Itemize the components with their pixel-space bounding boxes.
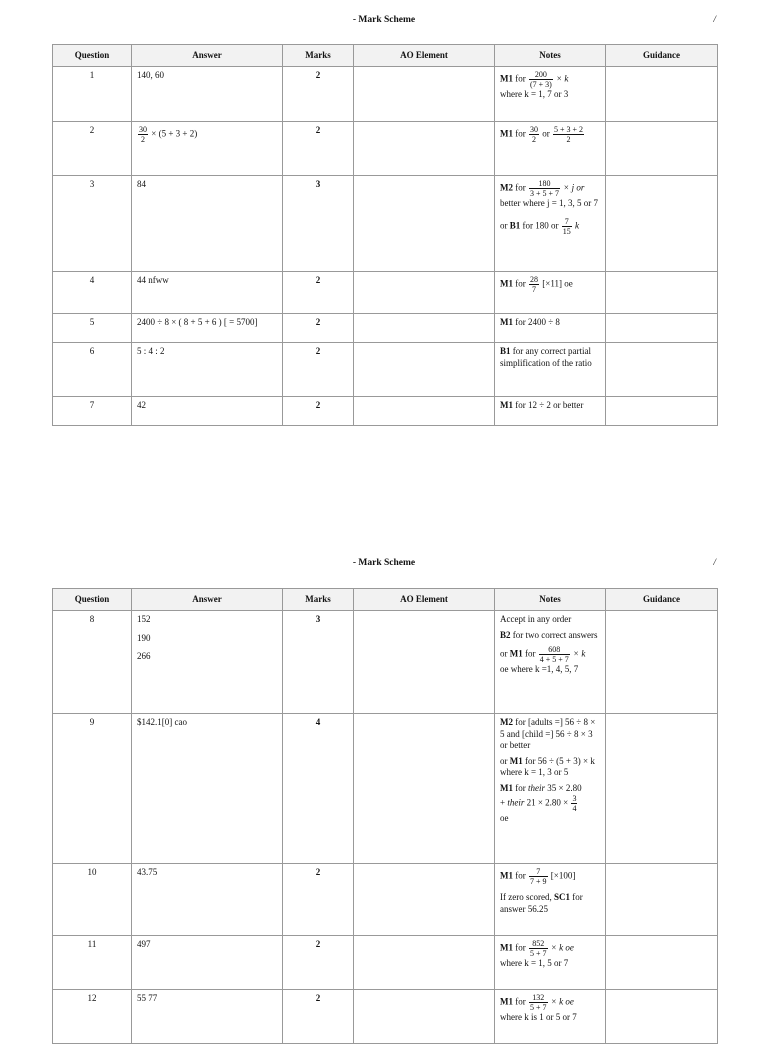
fraction: $\frac{30}{2}$ bbox=[530, 125, 538, 144]
col-marks: Marks bbox=[283, 45, 354, 67]
page-title: - Mark Scheme bbox=[352, 558, 416, 568]
guidance-cell bbox=[606, 936, 718, 990]
ao-element-cell bbox=[354, 343, 495, 397]
fraction: $\frac{30}{2}$ bbox=[139, 125, 147, 144]
guidance-cell bbox=[606, 343, 718, 397]
question-number: 9 bbox=[53, 714, 132, 864]
marks-cell: 4 bbox=[283, 714, 354, 864]
table-row bbox=[53, 936, 718, 990]
table-row bbox=[53, 397, 718, 426]
notes-cell: M1 for 12 ÷ 2 or better bbox=[495, 397, 606, 426]
ao-element-cell bbox=[354, 990, 495, 1044]
notes-cell: M1 for $\frac{852}{5 + 7}$ × k oe where k = 1, 5 or 7 bbox=[495, 936, 606, 990]
question-number: 5 bbox=[53, 314, 132, 343]
marks-cell: 2 bbox=[283, 122, 354, 176]
marks-cell: 3 bbox=[283, 611, 354, 714]
marks-cell: 2 bbox=[283, 343, 354, 397]
answer-cell: 497 bbox=[132, 936, 283, 990]
notes-cell: M1 for $\frac{30}{2}$ or $\frac{5 + 3 + 2}{2}$ bbox=[495, 122, 606, 176]
guidance-cell bbox=[606, 314, 718, 343]
table-header-row bbox=[53, 45, 718, 67]
ao-element-cell bbox=[354, 936, 495, 990]
fraction: $\frac{132}{5 + 7}$ bbox=[530, 993, 547, 1012]
fraction: $\frac{3}{4}$ bbox=[572, 794, 577, 813]
answer-cell: 140, 60 bbox=[132, 67, 283, 122]
fraction: $\frac{852}{5 + 7}$ bbox=[530, 939, 547, 958]
col-guidance: Guidance bbox=[606, 45, 718, 67]
table-row bbox=[53, 272, 718, 314]
fraction: $\frac{200}{(7 + 3)}$ bbox=[530, 70, 552, 89]
col-marks: Marks bbox=[283, 589, 354, 611]
page-header bbox=[0, 15, 768, 29]
col-answer: Answer bbox=[132, 589, 283, 611]
marks-cell: 2 bbox=[283, 397, 354, 426]
table-row bbox=[53, 122, 718, 176]
answer-cell: 44 nfww bbox=[132, 272, 283, 314]
col-ao-element: AO Element bbox=[354, 45, 495, 67]
table-row bbox=[53, 314, 718, 343]
question-number: 7 bbox=[53, 397, 132, 426]
answer-cell: 2400 ÷ 8 × ( 8 + 5 + 6 ) [ = 5700] bbox=[132, 314, 283, 343]
table-row bbox=[53, 714, 718, 864]
mark-scheme-table bbox=[52, 44, 718, 426]
answer-cell: $\frac{30}{2}$ × (5 + 3 + 2) bbox=[132, 122, 283, 176]
guidance-cell bbox=[606, 864, 718, 936]
guidance-cell bbox=[606, 67, 718, 122]
answer-cell: 5 : 4 : 2 bbox=[132, 343, 283, 397]
ao-element-cell bbox=[354, 714, 495, 864]
marks-cell: 2 bbox=[283, 864, 354, 936]
fraction: $\frac{608}{4 + 5 + 7}$ bbox=[539, 645, 569, 664]
guidance-cell bbox=[606, 272, 718, 314]
col-notes: Notes bbox=[495, 589, 606, 611]
col-question: Question bbox=[53, 45, 132, 67]
table-header-row bbox=[53, 589, 718, 611]
notes-cell: M2 for [adults =] 56 ÷ 8 × 5 and [child =] 56 ÷ 8 × 3 or better or M1 for 56 ÷ (5 + 3) × k where k = 1, 3 or 5 M1 for their 35 × 2.80 + their 21 × 2.80 × $\frac{3}{4}$ oe bbox=[495, 714, 606, 864]
question-number: 1 bbox=[53, 67, 132, 122]
ao-element-cell bbox=[354, 314, 495, 343]
notes-cell: Accept in any order B2 for two correct answers or M1 for $\frac{608}{4 + 5 + 7}$ × k oe where k =1, 4, 5, 7 bbox=[495, 611, 606, 714]
page-title: - Mark Scheme bbox=[352, 15, 416, 25]
question-number: 12 bbox=[53, 990, 132, 1044]
marks-cell: 3 bbox=[283, 176, 354, 272]
notes-cell: M1 for $\frac{132}{5 + 7}$ × k oe where k is 1 or 5 or 7 bbox=[495, 990, 606, 1044]
guidance-cell bbox=[606, 176, 718, 272]
answer-cell: 84 bbox=[132, 176, 283, 272]
ao-element-cell bbox=[354, 67, 495, 122]
fraction: $\frac{7}{15}$ bbox=[562, 216, 571, 236]
guidance-cell bbox=[606, 990, 718, 1044]
col-question: Question bbox=[53, 589, 132, 611]
guidance-cell bbox=[606, 122, 718, 176]
col-answer: Answer bbox=[132, 45, 283, 67]
answer-cell: 43.75 bbox=[132, 864, 283, 936]
table-row bbox=[53, 67, 718, 122]
ao-element-cell bbox=[354, 176, 495, 272]
notes-cell: M1 for $\frac{28}{7}$ [×11] oe bbox=[495, 272, 606, 314]
question-number: 2 bbox=[53, 122, 132, 176]
guidance-cell bbox=[606, 714, 718, 864]
fraction: $\frac{7}{7 + 9}$ bbox=[530, 867, 547, 886]
guidance-cell bbox=[606, 397, 718, 426]
ao-element-cell bbox=[354, 397, 495, 426]
answer-cell: 152 190 266 bbox=[132, 611, 283, 714]
marks-cell: 2 bbox=[283, 936, 354, 990]
table-row bbox=[53, 864, 718, 936]
table-row bbox=[53, 343, 718, 397]
answer-cell: 42 bbox=[132, 397, 283, 426]
question-number: 10 bbox=[53, 864, 132, 936]
answer-cell: 55 77 bbox=[132, 990, 283, 1044]
notes-cell: B1 for any correct partial simplification of the ratio bbox=[495, 343, 606, 397]
table-row bbox=[53, 176, 718, 272]
marks-cell: 2 bbox=[283, 314, 354, 343]
col-guidance: Guidance bbox=[606, 589, 718, 611]
page-number-slash: / bbox=[713, 558, 716, 568]
question-number: 6 bbox=[53, 343, 132, 397]
col-ao-element: AO Element bbox=[354, 589, 495, 611]
notes-cell: M1 for $\frac{7}{7 + 9}$ [×100] If zero scored, SC1 for answer 56.25 bbox=[495, 864, 606, 936]
ao-element-cell bbox=[354, 272, 495, 314]
notes-cell: M1 for 2400 ÷ 8 bbox=[495, 314, 606, 343]
marks-cell: 2 bbox=[283, 990, 354, 1044]
question-number: 3 bbox=[53, 176, 132, 272]
page-number-slash: / bbox=[713, 15, 716, 25]
col-notes: Notes bbox=[495, 45, 606, 67]
fraction: $\frac{28}{7}$ bbox=[530, 275, 538, 294]
table-row bbox=[53, 611, 718, 714]
table-row bbox=[53, 990, 718, 1044]
fraction: $\frac{180}{3 + 5 + 7}$ bbox=[530, 179, 560, 198]
notes-cell: M2 for $\frac{180}{3 + 5 + 7}$ × j or better where j = 1, 3, 5 or 7 or B1 for 180 or $\frac{7}{15}$ k bbox=[495, 176, 606, 272]
guidance-cell bbox=[606, 611, 718, 714]
answer-cell: $142.1[0] cao bbox=[132, 714, 283, 864]
marks-cell: 2 bbox=[283, 67, 354, 122]
marks-cell: 2 bbox=[283, 272, 354, 314]
notes-cell: M1 for $\frac{200}{(7 + 3)}$ × k where k = 1, 7 or 3 bbox=[495, 67, 606, 122]
page-header bbox=[0, 558, 768, 572]
ao-element-cell bbox=[354, 122, 495, 176]
ao-element-cell bbox=[354, 611, 495, 714]
mark-scheme-table bbox=[52, 588, 718, 1044]
fraction: $\frac{5 + 3 + 2}{2}$ bbox=[554, 125, 584, 144]
ao-element-cell bbox=[354, 864, 495, 936]
question-number: 11 bbox=[53, 936, 132, 990]
question-number: 4 bbox=[53, 272, 132, 314]
question-number: 8 bbox=[53, 611, 132, 714]
